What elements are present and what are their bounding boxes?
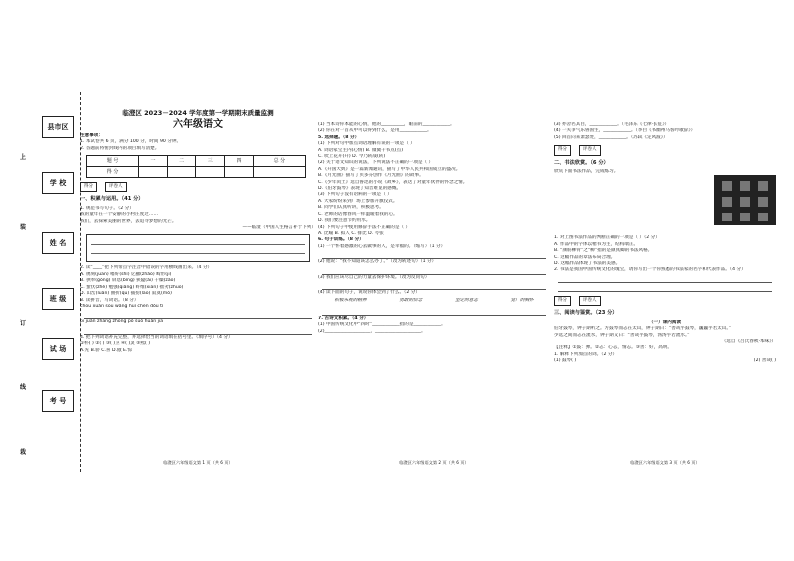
text-line: (1) 一个怀着感激的心去做事的人，是幸福的。（缩写）（1 分） xyxy=(318,243,446,249)
answer-line[interactable] xyxy=(558,274,772,283)
scorer-label: 评卷人 xyxy=(105,182,127,192)
text-line: A. 大家纷纷来到广场上参加升旗仪式。 xyxy=(318,198,398,204)
side-mark: 装 xyxy=(20,224,27,231)
score-header: 题 号 xyxy=(87,156,139,167)
table-cell: 勇敢的信念 xyxy=(399,298,423,304)
score-row-label: 得 分 xyxy=(87,167,139,178)
answer-line[interactable] xyxy=(84,326,312,335)
answer-line[interactable] xyxy=(322,307,546,316)
quote-source: ——临澄（中国人生格言补于下列） xyxy=(242,225,316,231)
text-line: A. 词语家宝主内(心情) B. 微微千书点(点) xyxy=(318,147,403,153)
side-mark: 线 xyxy=(20,384,27,391)
text-line: C. 吹上花开(开) D. 今乃转战(转) xyxy=(318,154,386,160)
score-cell[interactable] xyxy=(196,167,225,178)
text-line: (1) 中国传统文化中“四时”____________指的是____________。 xyxy=(318,322,446,328)
pinyin-row: chōu xuán sōu wǎng huì chēn dǒu tí xyxy=(80,303,164,309)
table-row xyxy=(318,298,550,304)
field-school: 学 校 xyxy=(42,172,74,194)
option-row: A.先 B.骄 C.喜 D.傲 E.惊 xyxy=(80,347,132,353)
text-line: (4) 读下面的句子，说说你体会到了什么。（2 分） xyxy=(318,289,420,295)
answer-line[interactable] xyxy=(322,266,546,275)
scorer-box xyxy=(554,296,776,306)
option-row: B. “颜筋柳骨”之“柳”指的是颜真卿的书法风格。 xyxy=(554,248,653,254)
question: 1. 规范书写句子。（2 分） xyxy=(80,205,134,211)
field-name: 姓 名 xyxy=(42,232,74,254)
question: 7. 古诗文积累。（4 分） xyxy=(318,315,369,321)
answer-line[interactable] xyxy=(322,250,546,259)
reading-title: （一）课内阅读 xyxy=(648,319,682,325)
question: 1. 对上图书法作品的判断正确的一项是（ ）（2 分） xyxy=(554,235,660,241)
reading-text: 伯牙鼓琴，钟子期听之。方鼓琴而志在太山，钟子期曰：“善哉乎鼓琴，巍巍乎若太山。” xyxy=(554,326,732,332)
answer-line[interactable] xyxy=(558,283,772,292)
text-line: (1) 下列对句中加点词语理解有误的一项是（ ） xyxy=(318,141,415,147)
scorer-label: 得分 xyxy=(554,296,571,306)
notice-heading: 注意事项： xyxy=(80,132,103,138)
text-line: A.《开国大典》是一篇新闻通讯，描写了中华人民共和国成立的盛况。 xyxy=(318,166,461,172)
text-line: B. 同学们认真听讲，积极思考。 xyxy=(318,205,384,211)
scorer-box xyxy=(554,145,776,155)
text-line: (2) 他说：“我不知道该怎么办了。”（改为转述句）（1 分） xyxy=(318,259,437,265)
side-mark: 上 xyxy=(20,154,27,161)
text-line: A. 比喻 B. 拟人 C. 排比 D. 夸张 xyxy=(318,230,384,236)
question: 2. 书法是我国中国传统文化的瑰宝，请你写出一个你熟悉的书法家的名字和代表作品。（4 分） xyxy=(554,267,746,273)
page-footer: 临澄区六年级语文第 2 页（共 6 页） xyxy=(399,459,469,465)
score-header: 一 xyxy=(139,156,168,167)
option-row: D. 这幅作品体现了书法的美感。 xyxy=(554,261,621,267)
question: 4. 把下列词语补充完整，并选择恰当的词语填在括号里。（填序号）（4 分） xyxy=(80,334,233,340)
question: 6. 句子训练。（8 分） xyxy=(318,237,364,243)
scorer-label: 评卷人 xyxy=(579,145,601,155)
exam-title: 临澄区 2023－2024 学年度第一学期期末质量监测 xyxy=(122,109,274,117)
option-row: A. 镌刻(juān) 嗜好(shì) 亿撒(zhào) 畸形(jī) xyxy=(80,271,172,277)
question: 5. 选择题。（8 分） xyxy=(318,134,360,140)
option-row: C. 这幅作品的章法布局合理。 xyxy=(554,254,616,260)
scorer-label: 得分 xyxy=(554,145,571,155)
text-line: (3) 我们应该尽自己的力量去保护环境。（改为反问句） xyxy=(318,274,430,280)
page-1 xyxy=(80,92,316,472)
field-class: 班 级 xyxy=(42,288,74,310)
scorer-box xyxy=(80,182,316,192)
text-line: (3) 下列句子没有语病的一项是（ ） xyxy=(318,192,392,198)
calligraphy-image xyxy=(714,175,776,225)
page-3 xyxy=(554,92,776,472)
score-header: 三 xyxy=(196,156,225,167)
section-heading: 三、阅读与鉴赏。（23 分） xyxy=(554,310,618,317)
text-line: (3) 亦舍名其目，____________。（毛泽东《七律·长征》） xyxy=(554,122,670,127)
score-cell[interactable] xyxy=(253,167,305,178)
table-cell: 积极乐观的精神 xyxy=(334,298,367,304)
text-line: C.《少年闰土》选自鲁迅的小说《故乡》，表达了对童年伙伴的怀念之情。 xyxy=(318,179,468,185)
text-line: D.《伯牙鼓琴》表现了知音难觅的感慨。 xyxy=(318,186,402,192)
writing-box[interactable] xyxy=(86,234,310,262)
page-footer: 临澄区六年级语文第 3 页（共 6 页） xyxy=(630,459,700,465)
side-mark: 订 xyxy=(20,320,27,327)
reading-text: 少选之间而志在流水，钟子期又曰：“善哉乎鼓琴，汤汤乎若流水。” xyxy=(554,332,690,338)
answer-row xyxy=(554,358,776,364)
answer-item[interactable]: (2) 善哉( ) xyxy=(753,358,776,364)
text-line: C. 老师的话像春风一样温暖着我的心。 xyxy=(318,211,398,217)
notes: 【注释】①鼓：弹。②志：心志，情志。③善：好，高明。 xyxy=(554,345,673,351)
answer-line[interactable] xyxy=(84,310,312,319)
score-cell[interactable] xyxy=(225,167,254,178)
section-heading: 一、积累与运用。（41 分） xyxy=(80,196,144,203)
score-header: 总 分 xyxy=(253,156,305,167)
text-line: (4) 下列句子中使用修辞手法不正确的是（ ） xyxy=(318,224,411,230)
score-cell[interactable] xyxy=(167,167,196,178)
text-line: 欣赏下面书法作品，完成练习。 xyxy=(554,169,619,175)
table-cell: 坚定的意志 xyxy=(454,298,478,304)
option-row: ①杯( ) ②( ) ③( )卫 ④( )灵 ⑤熙( ) xyxy=(80,341,151,347)
page-2 xyxy=(318,92,550,472)
section-heading: 二、书法欣赏。（6 分） xyxy=(554,159,609,166)
text-line: (2) 关于语文知识的说法，下列说法不正确的一项是（ ） xyxy=(318,160,434,166)
option-row: C. 蛰伏(zhé) 勉强(qiǎng) 纤维(xiān) 拙劣(zhuō) xyxy=(80,284,184,290)
text-line: B.《月光曲》描写了贝多芬创作《月光曲》的故事。 xyxy=(318,173,424,179)
field-room: 试 场 xyxy=(42,338,74,360)
answer-item[interactable]: (1) 鼓琴( ) xyxy=(554,358,577,364)
option-row: A. 作品中的字体以楷书为主，结构端正。 xyxy=(554,241,639,247)
reading-source: （选自《吕氏春秋·本味》） xyxy=(721,338,776,344)
question: 2. 读“____”把下列带点字注音中错误的字用横线画出来。（4 分） xyxy=(80,265,213,271)
subject-title: 六年级语文 xyxy=(173,119,223,131)
notice-line: 2. 答题前将密封线内的项目填写清楚。 xyxy=(80,145,160,151)
text-line: (4) 一夫争气乐鲁国生，____________。（李白《书幽州马客吟歌辞》） xyxy=(554,128,696,134)
question: 3. 读拼音，写词语。（8 分） xyxy=(80,297,139,303)
answer-line[interactable] xyxy=(322,281,546,290)
score-cell[interactable] xyxy=(139,167,168,178)
score-table xyxy=(86,155,306,178)
side-mark: 栽 xyxy=(20,449,27,456)
text-line: (2)____________________，____________________。 xyxy=(318,328,426,334)
binding-margin xyxy=(18,92,81,472)
text-line: (2) 你在对一首从中可以得到什么，是用____________。 xyxy=(318,128,432,134)
text-line: (5) 回首向来萧瑟处，____________。（苏轼《定风波》） xyxy=(554,134,668,140)
option-row: D. 山峦(luán) 曲折(qū) 捕捞(lāo) 寂寞(mò) xyxy=(80,291,172,297)
exam-sheet xyxy=(18,92,776,472)
field-county: 县市区 xyxy=(42,116,74,138)
scorer-label: 评卷人 xyxy=(579,296,601,306)
score-header: 二 xyxy=(167,156,196,167)
text-line: D. 我们要注意节约用水。 xyxy=(318,218,371,224)
option-row: B. 供奉(gòng) 屏息(bǐng) 狭隘(ài) 干燥(zào) xyxy=(80,278,176,284)
pinyin-row: pī juǎn zhang zhōng pò suǒ huàn jiā xyxy=(80,319,164,325)
table-cell: 宽广的胸怀 xyxy=(510,298,534,304)
score-header: 四 xyxy=(225,156,254,167)
text-line: (1) 当本诗你本能的心情，他的__________，眼前的____________。 xyxy=(318,122,455,127)
question-text: 我的童年在一个安静的小村庄度过…… xyxy=(80,212,159,218)
notice-line: 1. 本试卷共 6 页，满分 100 分，时间 90 分钟。 xyxy=(80,139,182,145)
page-footer: 临澄区六年级语文第 1 页（共 6 页） xyxy=(163,459,233,465)
scorer-label: 得分 xyxy=(80,182,97,192)
field-number: 考 号 xyxy=(42,390,74,412)
question: 1. 解释下列加点的词。（2 分） xyxy=(554,351,618,357)
question-text: 我们，去探索美丽的世界，去追寻梦想的光芒。 xyxy=(80,218,177,224)
